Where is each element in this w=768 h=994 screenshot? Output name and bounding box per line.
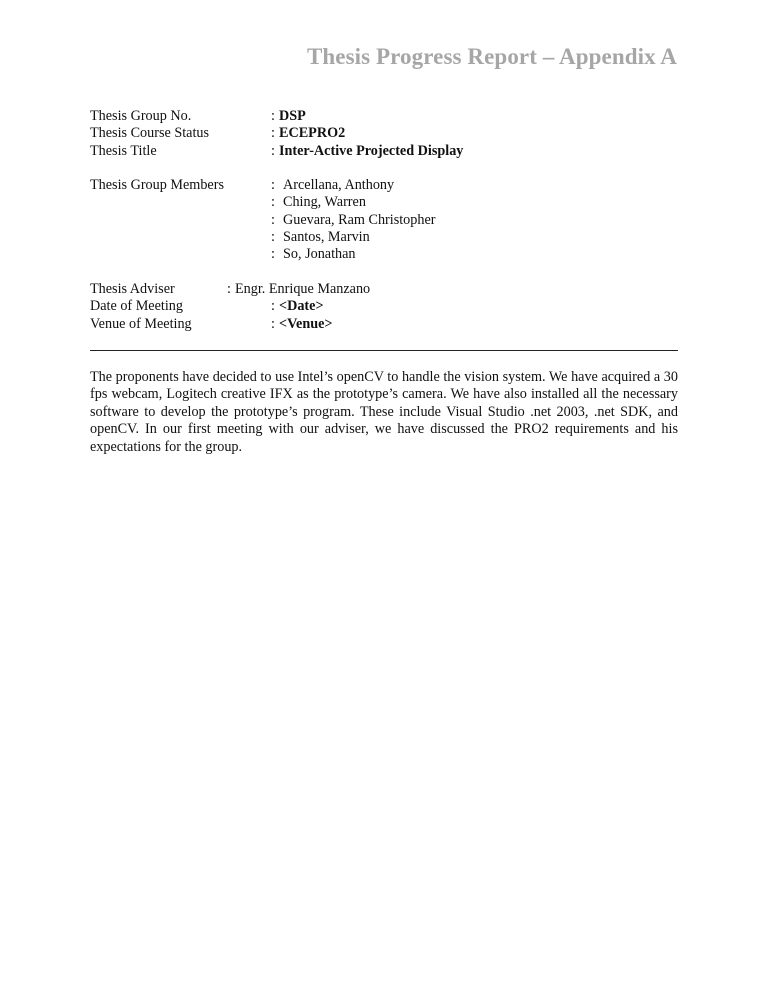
field-colon: :: [271, 246, 275, 262]
field-value: Engr. Enrique Manzano: [235, 281, 371, 297]
field-label: Thesis Title: [90, 143, 157, 159]
field-colon: :: [271, 177, 275, 193]
field-value: Inter-Active Projected Display: [279, 143, 464, 159]
field-colon: :: [271, 298, 275, 314]
field-label: Venue of Meeting: [90, 316, 192, 332]
field-label: Date of Meeting: [90, 298, 183, 314]
field-colon: :: [271, 125, 275, 141]
field-value: ECEPRO2: [279, 125, 346, 141]
member-name: Guevara, Ram Christopher: [283, 212, 436, 228]
field-colon: :: [271, 143, 275, 159]
field-label: Thesis Group No.: [90, 108, 192, 124]
field-label: Thesis Group Members: [90, 177, 224, 193]
field-label: Thesis Adviser: [90, 281, 175, 297]
member-name: Arcellana, Anthony: [283, 177, 395, 193]
field-colon: :: [271, 316, 275, 332]
member-name: Santos, Marvin: [283, 229, 370, 245]
field-colon: :: [271, 194, 275, 210]
field-colon: :: [271, 229, 275, 245]
report-title: Thesis Progress Report – Appendix A: [306, 44, 677, 69]
field-value: <Venue>: [279, 316, 333, 332]
field-label: Thesis Course Status: [90, 125, 210, 141]
member-name: Ching, Warren: [283, 194, 366, 210]
horizontal-divider: [90, 350, 678, 351]
progress-paragraph: The proponents have decided to use Intel’s openCV to handle the vision system. We have acquired a 30 fps webcam, Logitech creative IFX as the prototype’s camera. We have also installed all the necessary software to develop the prototype’s program. These include Visual Studio .net 2003, .net SDK, and openCV. In our first meeting with our adviser, we have discussed the PRO2 requirements and his expectations for the group.: [90, 369, 678, 455]
field-colon: :: [271, 108, 275, 124]
member-name: So, Jonathan: [283, 246, 356, 262]
field-colon: :: [227, 281, 231, 297]
field-colon: :: [271, 212, 275, 228]
field-value: <Date>: [279, 298, 324, 314]
field-value: DSP: [279, 108, 306, 124]
